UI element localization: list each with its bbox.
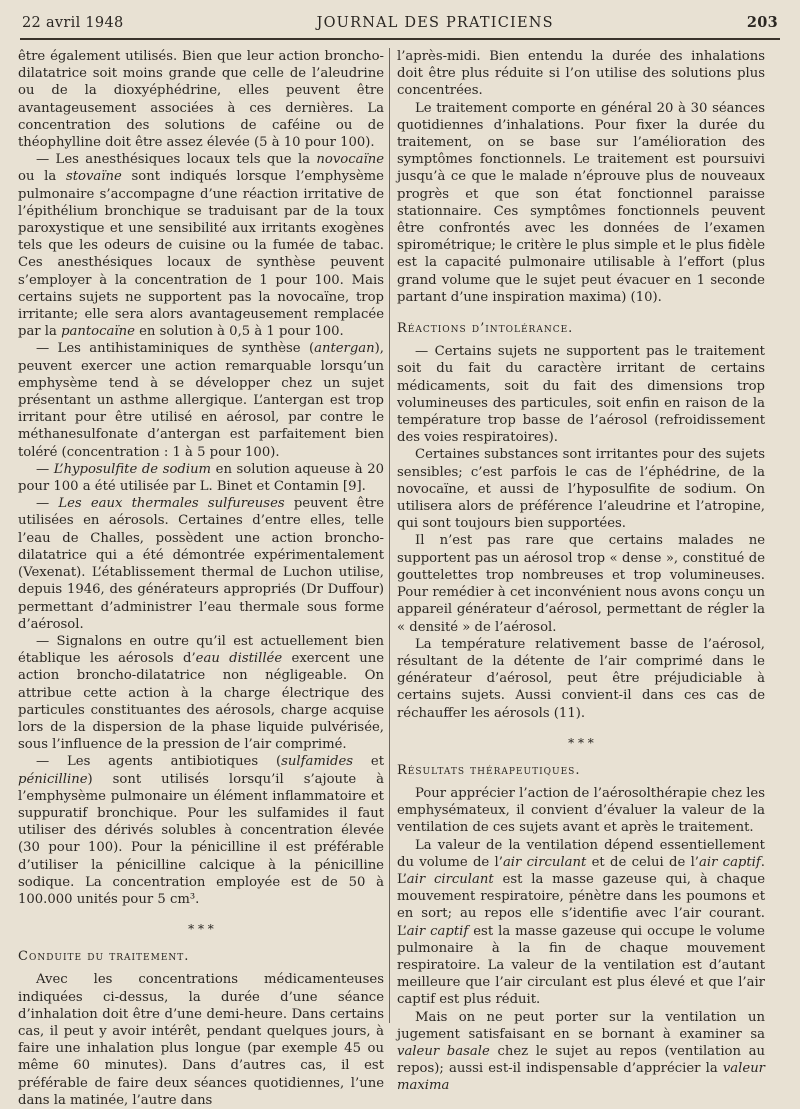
section-separator: * * * xyxy=(188,922,214,937)
section-heading-reactions: Réactions d’intolérance. xyxy=(397,321,574,337)
paragraph-traitement: Le traitement comporte en général 20 à 30 séances quotidiennes d’inhalations. Pour fixer la durée du traitement, on se base sur l’amélioration des symptômes fonctionnels. Le traitement est poursuivi jusqu’à ce que le malade n’éprouve plus de nouveaux progrès et que son état fonctionnel paraisse stationnaire. Ces symptômes fonctionnels peuvent être confrontés avec les données de l’examen spirométrique; le critère le plus simple et le plus fidèle est la capacité pulmonaire utilisable à l’effort (plus grand volume que le sujet peut évacuer en 1 seconde partant d’une inspiration maxima) (10). xyxy=(397,100,765,305)
right-column xyxy=(397,48,766,1094)
header-rule xyxy=(20,38,780,40)
paragraph: Il n’est pas rare que certains malades ne supportent pas un aérosol trop « dense », constitué de gouttelettes trop nombreuses et trop volumineuses. Pour remédier à cet inconvénient nous avons conçu un appareil générateur d’aérosol, permettant de régler la « densité » de l’aérosol. xyxy=(397,533,765,635)
paragraph: Pour apprécier l’action de l’aérosolthérapie chez les emphysémateux, il convient d’évaluer la valeur de la ventilation de ces sujets avant et après le traitement. xyxy=(397,785,765,836)
section-separator: * * * xyxy=(568,735,594,750)
paragraph-ventilation: La valeur de la ventilation dépend essentiellement du volume de l’air circulant et de celui de l’air captif. L’air circulant est la masse gazeuse qui, à chaque mouvement respiratoire, pénètre dans les poumons et en sort; au repos elle s’identifie avec l’air courant. L’air captif est la masse gazeuse qui occupe le volume pulmonaire à la fin de chaque mouvement respiratoire. La valeur de la ventilation est d’autant meilleure que l’air circulant est plus élevé et que l’air captif est plus réduit. xyxy=(397,837,765,1008)
left-column xyxy=(18,48,384,1108)
paragraph-eau-distillee: — Signalons en outre qu’il est actuellement bien établique les aérosols d’eau distillée exercent une action broncho-dilatatrice non négligeable. On attribue cette action à la charge électrique des particules constituantes des aérosols, charge acquise lors de la dispersion de la phase liquide pulvérisée, sous l’influence de la pression de l’air comprimé. xyxy=(18,633,384,753)
paragraph-antihistaminiques: — Les antihistaminiques de synthèse (antergan), peuvent exercer une action remarquable lorsqu’un emphysème tend à se développer chez un sujet présentant un asthme allergique. L’antergan est trop irritant pour être utilisé en aérosol, par contre le méthanesulfonate d’antergan est parfaitement bien toléré (concentration : 1 à 5 pour 100). xyxy=(18,341,384,460)
paragraph: La température relativement basse de l’aérosol, résultant de la détente de l’air comprimé dans le générateur d’aérosol, peut être préjudiciable à certains sujets. Aussi convient-il dans ces cas de réchauffer les aérosols (11). xyxy=(397,636,765,721)
column-divider xyxy=(389,48,390,1023)
page-header xyxy=(22,14,778,38)
section-heading-conduite: Conduite du traitement. xyxy=(18,949,190,965)
paragraph-antibiotiques: — Les agents antibiotiques (sulfamides et pénicilline) sont utilisés lorsqu’il s’ajoute à l’emphysème pulmonaire un élément inflammatoire et suppuratif bronchique. Pour les sulfamides il faut utiliser des dérivés solubles à concentration élevée (30 pour 100). Pour la pénicilline il est préférable d’utiliser la pénicilline calcique à la pénicilline sodique. La concentration employée est de 50 à 100.000 unités pour 5 cm³. xyxy=(18,754,384,907)
paragraph: Certaines substances sont irritantes pour des sujets sensibles; c’est parfois le cas de l’éphédrine, de la novocaïne, et aussi de l’hyposulfite de sodium. On utilisera alors de préférence l’aleudrine et l’atropine, qui sont toujours bien supportées. xyxy=(397,447,765,532)
page-number: 203 xyxy=(746,14,778,31)
paragraph-conduite: Avec les concentrations médicamenteuses indiquées ci-dessus, la durée d’une séance d’inhalation doit être d’une demi-heure. Dans certains cas, il peut y avoir intérêt, pendant quelques jours, à faire une inhalation plus longue (par exemple 45 ou même 60 minutes). Dans d’autres cas, il est préférable de faire deux séances quotidiennes, l’une dans la matinée, l’autre dans xyxy=(18,972,384,1108)
paragraph-jugement: Mais on ne peut porter sur la ventilation un jugement satisfaisant en se bornant à examiner sa valeur basale chez le sujet au repos (ventilation au repos); aussi est-il indispensable d’apprécier la valeur maxima xyxy=(397,1009,766,1094)
issue-date: 22 avril 1948 xyxy=(22,15,124,31)
section-heading-resultats: Résultats thérapeutiques. xyxy=(397,762,581,778)
paragraph-hyposulfite: — L’hyposulfite de sodium en solution aqueuse à 20 pour 100 a été utilisée par L. Binet et Contamin [9]. xyxy=(18,461,384,495)
paragraph: être également utilisés. Bien que leur action broncho-dilatatrice soit moins grande que celle de l’aleudrine ou de la dioxyéphédrine, elles peuvent être avantageusement associées à ces dernières. La concentration des solutions de caféine ou de théophylline doit être assez élevée (5 à 10 pour 100). xyxy=(18,49,384,151)
journal-title: JOURNAL DES PRATICIENS xyxy=(316,15,554,31)
paragraph: l’après-midi. Bien entendu la durée des inhalations doit être plus réduite si l’on utilise des solutions plus concentrées. xyxy=(397,49,765,99)
paragraph-eaux-thermales: — Les eaux thermales sulfureuses peuvent être utilisées en aérosols. Certaines d’entre elles, telle l’eau de Challes, possèdent une action broncho-dilatatrice qui a été démontrée expérimentalement (Vexenat). L’établissement thermal de Luchon utilise, depuis 1946, des générateurs appropriés (Dr Duffour) permettant d’administrer l’eau thermale sous forme d’aérosol. xyxy=(18,496,384,632)
paragraph-anesthesiques: — Les anesthésiques locaux tels que la novocaïne ou la stovaïne sont indiqués lorsque l’emphysème pulmonaire s’accompagne d’une réaction irritative de l’épithélium bronchique se traduisant par de la toux paroxystique et une sensibilité aux irritants exogènes tels que les odeurs de cuisine ou la fumée de tabac. Ces anesthésiques locaux de synthèse peuvent s’employer à la concentration de 1 pour 100. Mais certains sujets ne supportent pas la novocaïne, trop irritante; elle sera alors avantageusement remplacée par la pantocaïne en solution à 0,5 à 1 pour 100. xyxy=(18,152,384,340)
paragraph: — Certains sujets ne supportent pas le traitement soit du fait du caractère irritant de certains médicaments, soit du fait des dimensions trop volumineuses des particules, soit enfin en raison de la température trop basse de l’aérosol (refroidissement des voies respiratoires). xyxy=(397,344,765,446)
